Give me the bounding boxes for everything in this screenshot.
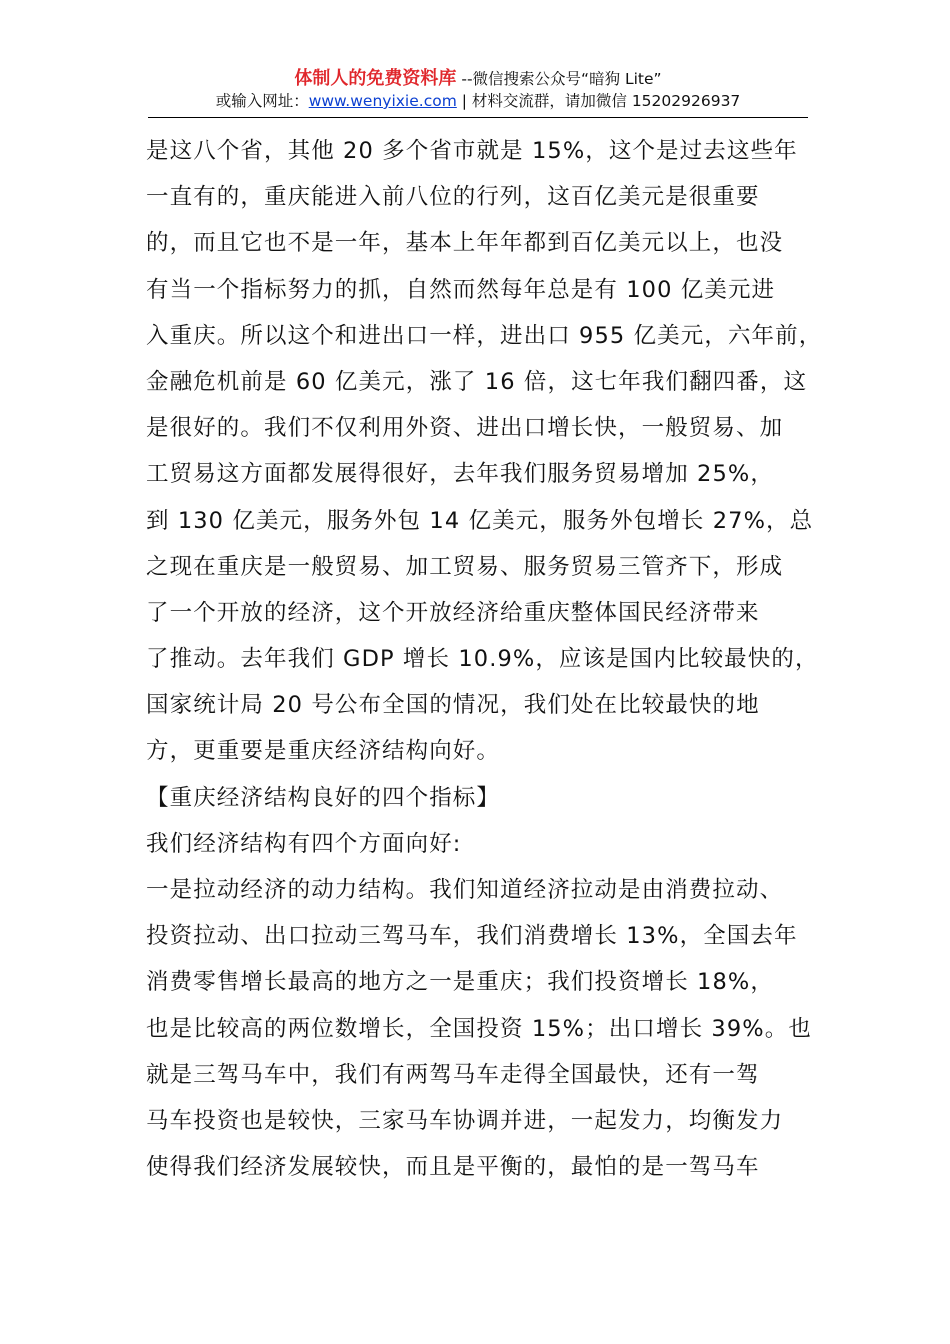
body-line: 我们经济结构有四个方面向好: bbox=[146, 830, 462, 857]
body-line: 马车投资也是较快，三家马车协调并进，一起发力，均衡发力 bbox=[146, 1107, 784, 1134]
body-line: 的，而且它也不是一年，基本上年年都到百亿美元以上，也没 bbox=[146, 230, 784, 257]
body-line: 了推动。去年我们 GDP 增长 10.9%，应该是国内比较最快的， bbox=[146, 646, 819, 673]
website-link[interactable]: www.wenyixie.com bbox=[308, 92, 457, 110]
site-name: 体制人的免费资料库 bbox=[294, 68, 457, 89]
body-line: 方，更重要是重庆经济结构向好。 bbox=[146, 738, 501, 765]
body-line: 工贸易这方面都发展得很好，去年我们服务贸易增加 25%， bbox=[146, 461, 774, 488]
body-line: 也是比较高的两位数增长，全国投资 15%；出口增长 39%。也 bbox=[146, 1015, 812, 1042]
body-line: 使得我们经济发展较快，而且是平衡的，最怕的是一驾马车 bbox=[146, 1154, 760, 1181]
header-contact-line bbox=[148, 90, 808, 112]
body-line: 国家统计局 20 号公布全国的情况，我们处在比较最快的地 bbox=[146, 692, 760, 719]
body-line: 入重庆。所以这个和进出口一样，进出口 955 亿美元，六年前， bbox=[146, 322, 823, 349]
body-line: 之现在重庆是一般贸易、加工贸易、服务贸易三管齐下，形成 bbox=[146, 553, 784, 580]
body-line: 是这八个省，其他 20 多个省市就是 15%，这个是过去这些年 bbox=[146, 138, 798, 164]
body-line: 到 130 亿美元，服务外包 14 亿美元，服务外包增长 27%，总 bbox=[146, 507, 814, 534]
url-prefix: 或输入网址： bbox=[215, 92, 309, 110]
document-body bbox=[146, 128, 826, 1190]
header-contact-suffix: | 材料交流群，请加微信 15202926937 bbox=[456, 92, 741, 110]
header-tagline: --微信搜索公众号“暗狗 Lite” bbox=[456, 70, 662, 88]
body-line: 有当一个指标努力的抓，自然而然每年总是有 100 亿美元进 bbox=[146, 276, 776, 303]
body-line: 投资拉动、出口拉动三驾马车，我们消费增长 13%，全国去年 bbox=[146, 923, 798, 950]
body-line: 金融危机前是 60 亿美元，涨了 16 倍，这七年我们翻四番，这 bbox=[146, 368, 808, 395]
header-title-line bbox=[148, 68, 808, 90]
page-header bbox=[148, 68, 808, 112]
body-line: 是很好的。我们不仅利用外资、进出口增长快，一般贸易、加 bbox=[146, 415, 784, 442]
section-heading: 【重庆经济结构良好的四个指标】 bbox=[146, 784, 501, 811]
body-line: 了一个开放的经济，这个开放经济给重庆整体国民经济带来 bbox=[146, 599, 760, 626]
body-line: 一是拉动经济的动力结构。我们知道经济拉动是由消费拉动、 bbox=[146, 877, 784, 903]
body-line: 就是三驾马车中，我们有两驾马车走得全国最快，还有一驾 bbox=[146, 1061, 760, 1088]
header-divider bbox=[148, 117, 808, 118]
body-line: 一直有的，重庆能进入前八位的行列，这百亿美元是很重要 bbox=[146, 184, 760, 211]
body-line: 消费零售增长最高的地方之一是重庆；我们投资增长 18%， bbox=[146, 969, 774, 996]
